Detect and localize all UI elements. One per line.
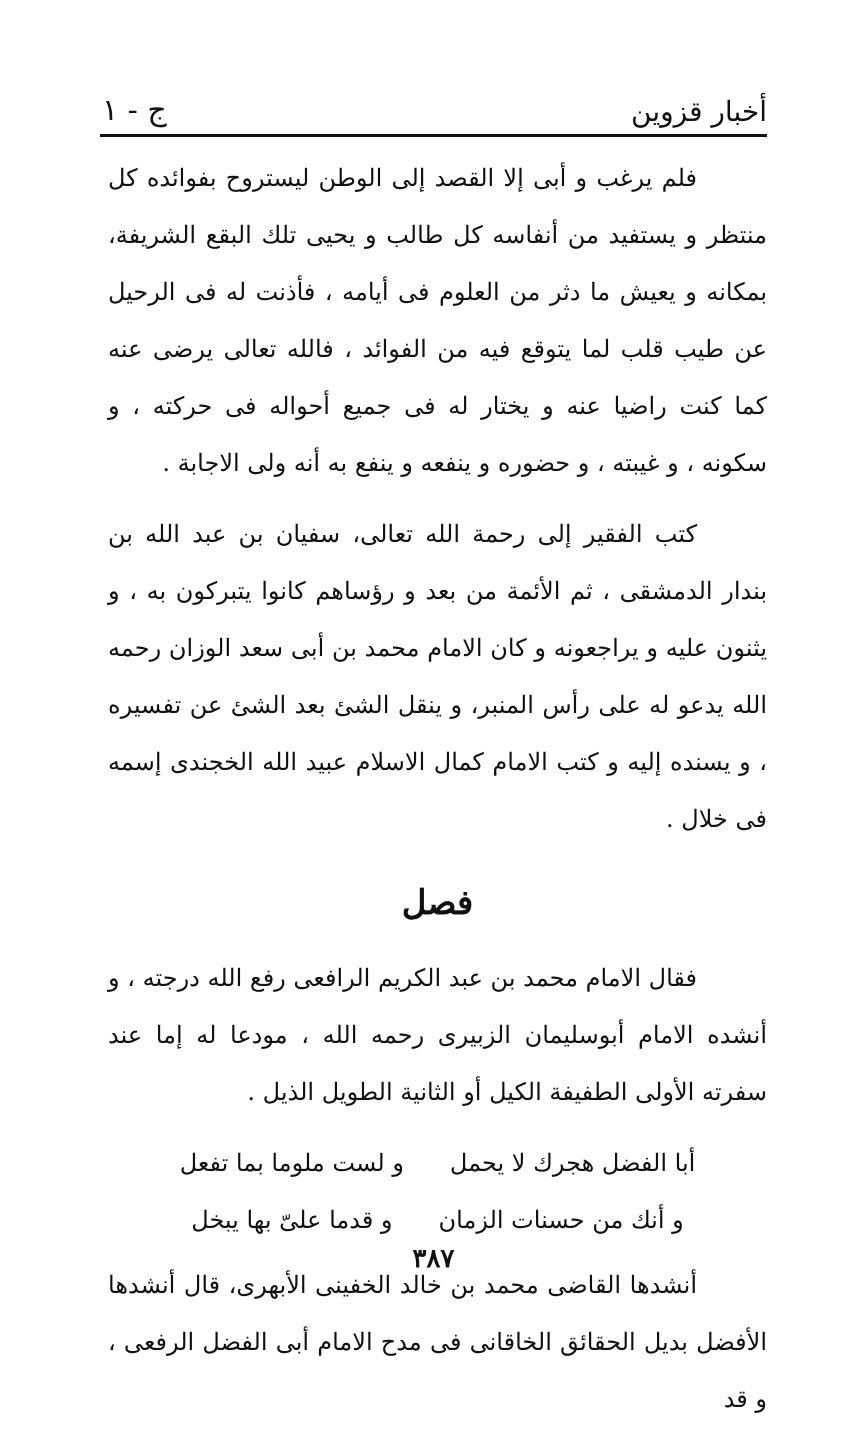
paragraph-3: فقال الامام محمد بن عبد الكريم الرافعى رفع الله درجته ، و أنشده الامام أبوسليمان الزبيرى رحمه الله ، مودعا له إما عند سفرته الأولى الطفيفة الكيل أو الثانية الطويل الذيل . (108, 964, 767, 1106)
verse-2-second-hemistich: و قدما علىّ بها يبخل (191, 1206, 393, 1234)
verse-line-2 (108, 1192, 767, 1249)
running-header (100, 84, 767, 137)
volume-label: ج - ١ (102, 93, 167, 128)
section-heading: فصل (401, 883, 474, 923)
page-number: ٣٨٧ (412, 1244, 455, 1274)
verse-2-first-hemistich: و أنك من حسنات الزمان (438, 1206, 684, 1234)
paragraph-2: كتب الفقير إلى رحمة الله تعالى، سفيان بن عبد الله بن بندار الدمشقى ، ثم الأئمة من بعد و رؤساهم كانوا يتبركون به ، و يثنون عليه و يراجعونه و كان الامام محمد بن أبى سعد الوزان رحمه الله يدعو له على رأس المنبر، و ينقل الشئ بعد الشئ عن تفسيره ، و يسنده إليه و كتب الامام كمال الاسلام عبيد الله الخجندى إسمه فى خلال . (108, 520, 768, 833)
running-title: أخبار قزوين (631, 95, 767, 128)
paragraph-1: فلم يرغب و أبى إلا القصد إلى الوطن ليستروح بفوائده كل منتظر و يستفيد من أنفاسه كل طالب و يحيى تلك البقع الشريفة، بمكانه و يعيش ما دثر من العلوم فى أيامه ، فأذنت له فى الرحيل عن طيب قلب لما يتوقع فيه من الفوائد ، فالله تعالى يرضى عنه كما كنت راضيا عنه و يختار له فى جميع أحواله فى حركته ، و سكونه ، و غيبته ، و حضوره و ينفعه و ينفع به أنه ولى الاجابة . (108, 164, 767, 477)
verse-1-second-hemistich: و لست ملوما بما تفعل (179, 1149, 404, 1177)
paragraph-4: أنشدها القاضى محمد بن خالد الخفينى الأبهرى، قال أنشدها الأفضل بديل الحقائق الخاقانى فى مدح الامام أبى الفضل الرفعى ، و قد (108, 1271, 767, 1413)
verse-line-1 (108, 1135, 767, 1192)
verse-1-first-hemistich: أبا الفضل هجرك لا يحمل (449, 1149, 696, 1177)
